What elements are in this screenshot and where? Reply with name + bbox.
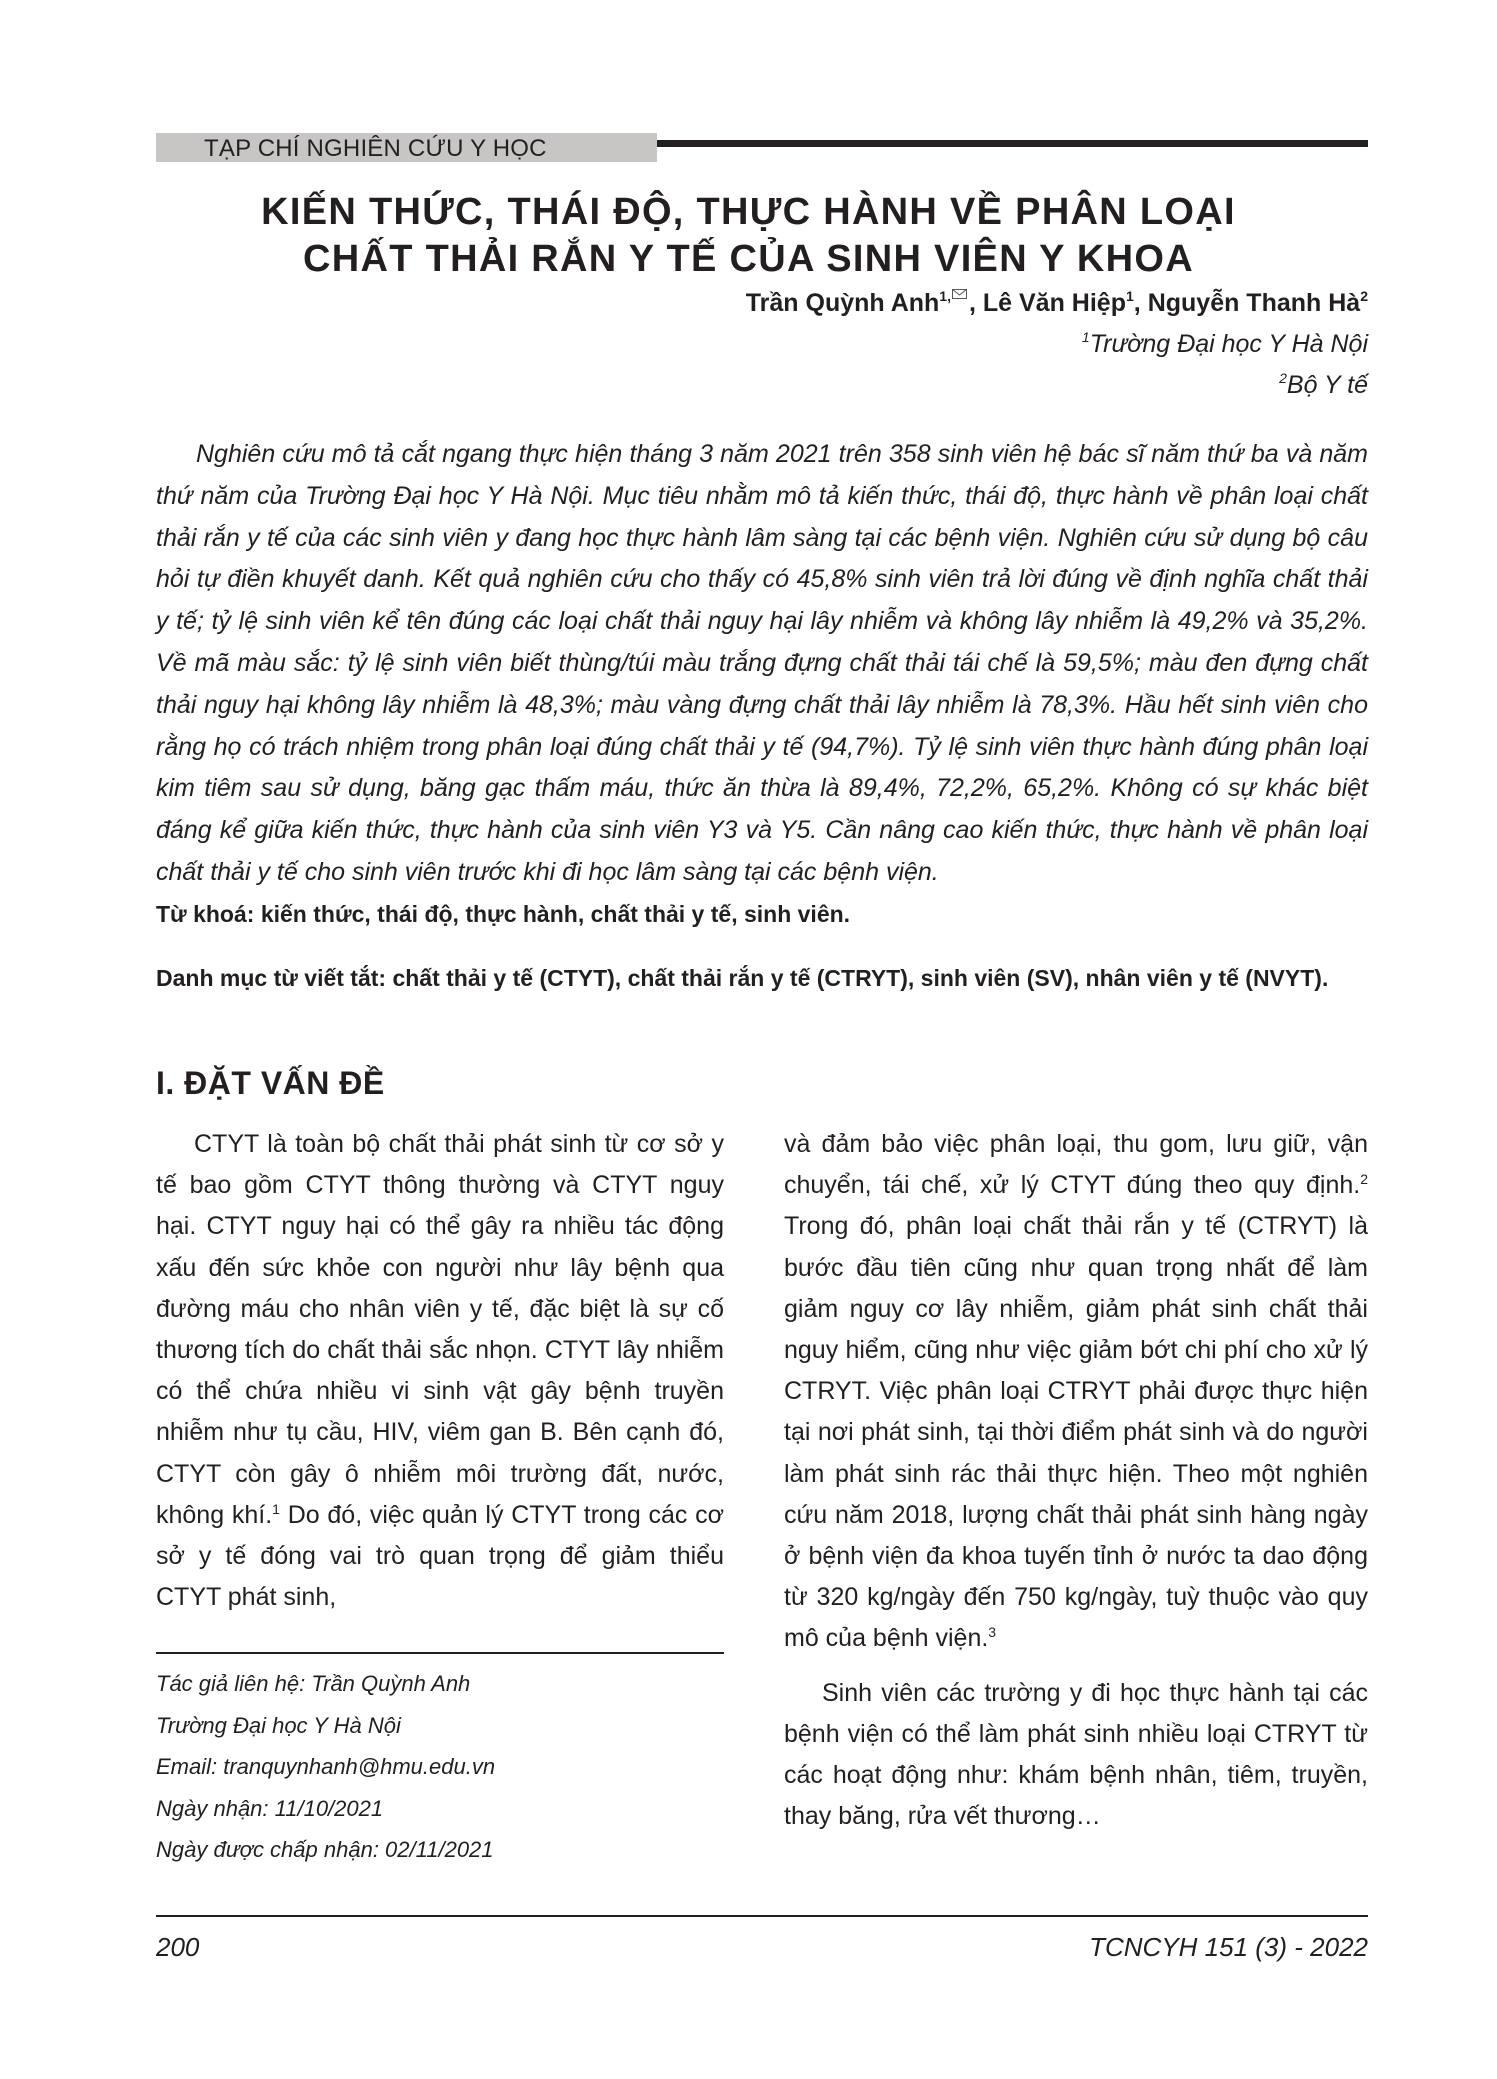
affiliation bbox=[1279, 369, 1368, 404]
body-text: CTYT là toàn bộ chất thải phát sinh từ cơ sở y tế bao gồm CTYT thông thường và CTYT nguy hại. CTYT nguy hại có thể gây ra nhiều tác động xấu đến sức khỏe con người như lây bệnh qua đường máu cho nhân viên y tế, đặc biệt là sự cố thương tích do chất thải sắc nhọn. CTYT lây nhiễm có thể chứa nhiều vi sinh vật gây bệnh truyền nhiễm như tụ cầu, HIV, viêm gan B. Bên cạnh đó, CTYT còn gây ô nhiễm môi trường đất, nước, không khí. bbox=[156, 1130, 724, 1529]
article-title-line-2: CHẤT THẢI RẮN Y TẾ CỦA SINH VIÊN Y KHOA bbox=[302, 238, 1195, 280]
body-paragraph bbox=[156, 1124, 724, 1618]
author-separator: , bbox=[968, 289, 983, 317]
body-column-right bbox=[784, 1124, 1368, 1837]
body-column-left bbox=[156, 1124, 724, 1618]
article-title-line-1: KIẾN THỨC, THÁI ĐỘ, THỰC HÀNH VỀ PHÂN LOẠI bbox=[261, 191, 1236, 233]
footer-rule bbox=[156, 1915, 1368, 1917]
footnote-accepted: Ngày được chấp nhận: 02/11/2021 bbox=[156, 1837, 494, 1862]
header-rule bbox=[657, 140, 1368, 147]
affiliation-mark: 1 bbox=[1081, 329, 1090, 345]
journal-name: TẠP CHÍ NGHIÊN CỨU Y HỌC bbox=[204, 135, 547, 162]
author-separator: , bbox=[1133, 289, 1148, 317]
affiliation-mark: 2 bbox=[1279, 370, 1287, 386]
footnote-received: Ngày nhận: 11/10/2021 bbox=[156, 1795, 384, 1821]
footnote-contact: Tác giả liên hệ: Trần Quỳnh Anh bbox=[156, 1671, 471, 1696]
envelope-icon bbox=[952, 289, 967, 299]
author-affiliation-mark: 1 bbox=[1125, 288, 1134, 304]
citation-ref: 3 bbox=[988, 1624, 997, 1641]
footnote bbox=[156, 1663, 724, 1871]
author-affiliation-mark: 2 bbox=[1360, 288, 1368, 304]
footnote-institution: Trường Đại học Y Hà Nội bbox=[156, 1712, 401, 1738]
citation-ref: 1 bbox=[272, 1500, 280, 1517]
abbreviations: Danh mục từ viết tắt: chất thải y tế (CTYT), chất thải rắn y tế (CTRYT), sinh viên (SV), nhân viên y tế (NVYT). bbox=[156, 965, 1329, 991]
affiliation bbox=[1082, 328, 1368, 363]
abstract: Nghiên cứu mô tả cắt ngang thực hiện tháng 3 năm 2021 trên 358 sinh viên hệ bác sĩ năm thứ ba và năm thứ năm của Trường Đại học Y Hà Nội. Mục tiêu nhằm mô tả kiến thức, thái độ, thực hành về phân loại chất thải rắn y tế của các sinh viên y đang học thực hành lâm sàng tại các bệnh viện. Nghiên cứu sử dụng bộ câu hỏi tự điền khuyết danh. Kết quả nghiên cứu cho thấy có 45,8% sinh viên trả lời đúng về định nghĩa chất thải y tế; tỷ lệ sinh viên kể tên đúng các loại chất thải nguy hại lây nhiễm và không lây nhiễm là 49,2% và 35,2%. Về mã màu sắc: tỷ lệ sinh viên biết thùng/túi màu trắng đựng chất thải tái chế là 59,5%; màu đen đựng chất thải nguy hại không lây nhiễm là 48,3%; màu vàng đựng chất thải lây nhiễm là 78,3%. Hầu hết sinh viên cho rằng họ có trách nhiệm trong phân loại đúng chất thải y tế (94,7%). Tỷ lệ sinh viên thực hành đúng phân loại kim tiêm sau sử dụng, băng gạc thấm máu, thức ăn thừa là 89,4%, 72,2%, 65,2%. Không có sự khác biệt đáng kể giữa kiến thức, thực hành của sinh viên Y3 và Y5. Cần nâng cao kiến thức, thực hành về phân loại chất thải y tế cho sinh viên trước khi đi học lâm sàng tại các bệnh viện. bbox=[156, 440, 1368, 886]
affiliation-name: Bộ Y tế bbox=[1286, 371, 1368, 399]
journal-issue: TCNCYH 151 (3) - 2022 bbox=[1089, 1932, 1368, 1962]
body-paragraph: Sinh viên các trường y đi học thực hành tại các bệnh viện có thể làm phát sinh nhiều loại CTRYT từ các hoạt động như: khám bệnh nhân, tiêm, truyền, thay băng, rửa vết thương… bbox=[784, 1678, 1368, 1831]
body-text: và đảm bảo việc phân loại, thu gom, lưu giữ, vận chuyển, tái chế, xử lý CTYT đúng theo quy định. bbox=[784, 1130, 1368, 1200]
body-paragraph bbox=[784, 1124, 1368, 1660]
author-name: Lê Văn Hiệp bbox=[982, 289, 1126, 317]
footnote-rule bbox=[156, 1652, 724, 1654]
footnote-email: Email: tranquynhanh@hmu.edu.vn bbox=[156, 1754, 496, 1779]
section-heading: I. ĐẶT VẤN ĐỀ bbox=[156, 1065, 385, 1101]
author-name: Trần Quỳnh Anh bbox=[745, 289, 940, 317]
body-text: Do đó, việc quản lý CTYT trong các cơ sở y tế đóng vai trò quan trọng để giảm thiểu CTYT phát sinh, bbox=[156, 1500, 725, 1612]
body-text: Trong đó, phân loại chất thải rắn y tế (CTRYT) là bước đầu tiên cũng như quan trọng nhất để làm giảm nguy cơ lây nhiễm, giảm phát sinh chất thải nguy hiểm, cũng như việc giảm bớt chi phí cho xử lý CTRYT. Việc phân loại CTRYT phải được thực hiện tại nơi phát sinh, tại thời điểm phát sinh và do người làm phát sinh rác thải thực hiện. Theo một nghiên cứu năm 2018, lượng chất thải phát sinh hàng ngày ở bệnh viện đa khoa tuyến tỉnh ở nước ta dao động từ 320 kg/ngày đến 750 kg/ngày, tuỳ thuộc vào quy mô của bệnh viện. bbox=[784, 1212, 1368, 1653]
author-name: Nguyễn Thanh Hà bbox=[1147, 289, 1361, 317]
citation-ref: 2 bbox=[1360, 1171, 1368, 1188]
affiliation-name: Trường Đại học Y Hà Nội bbox=[1089, 330, 1368, 358]
author-list bbox=[746, 287, 1368, 322]
author-affiliation-mark: 1, bbox=[939, 288, 951, 304]
keywords: Từ khoá: kiến thức, thái độ, thực hành, chất thải y tế, sinh viên. bbox=[156, 901, 851, 927]
page-number: 200 bbox=[156, 1932, 200, 1962]
